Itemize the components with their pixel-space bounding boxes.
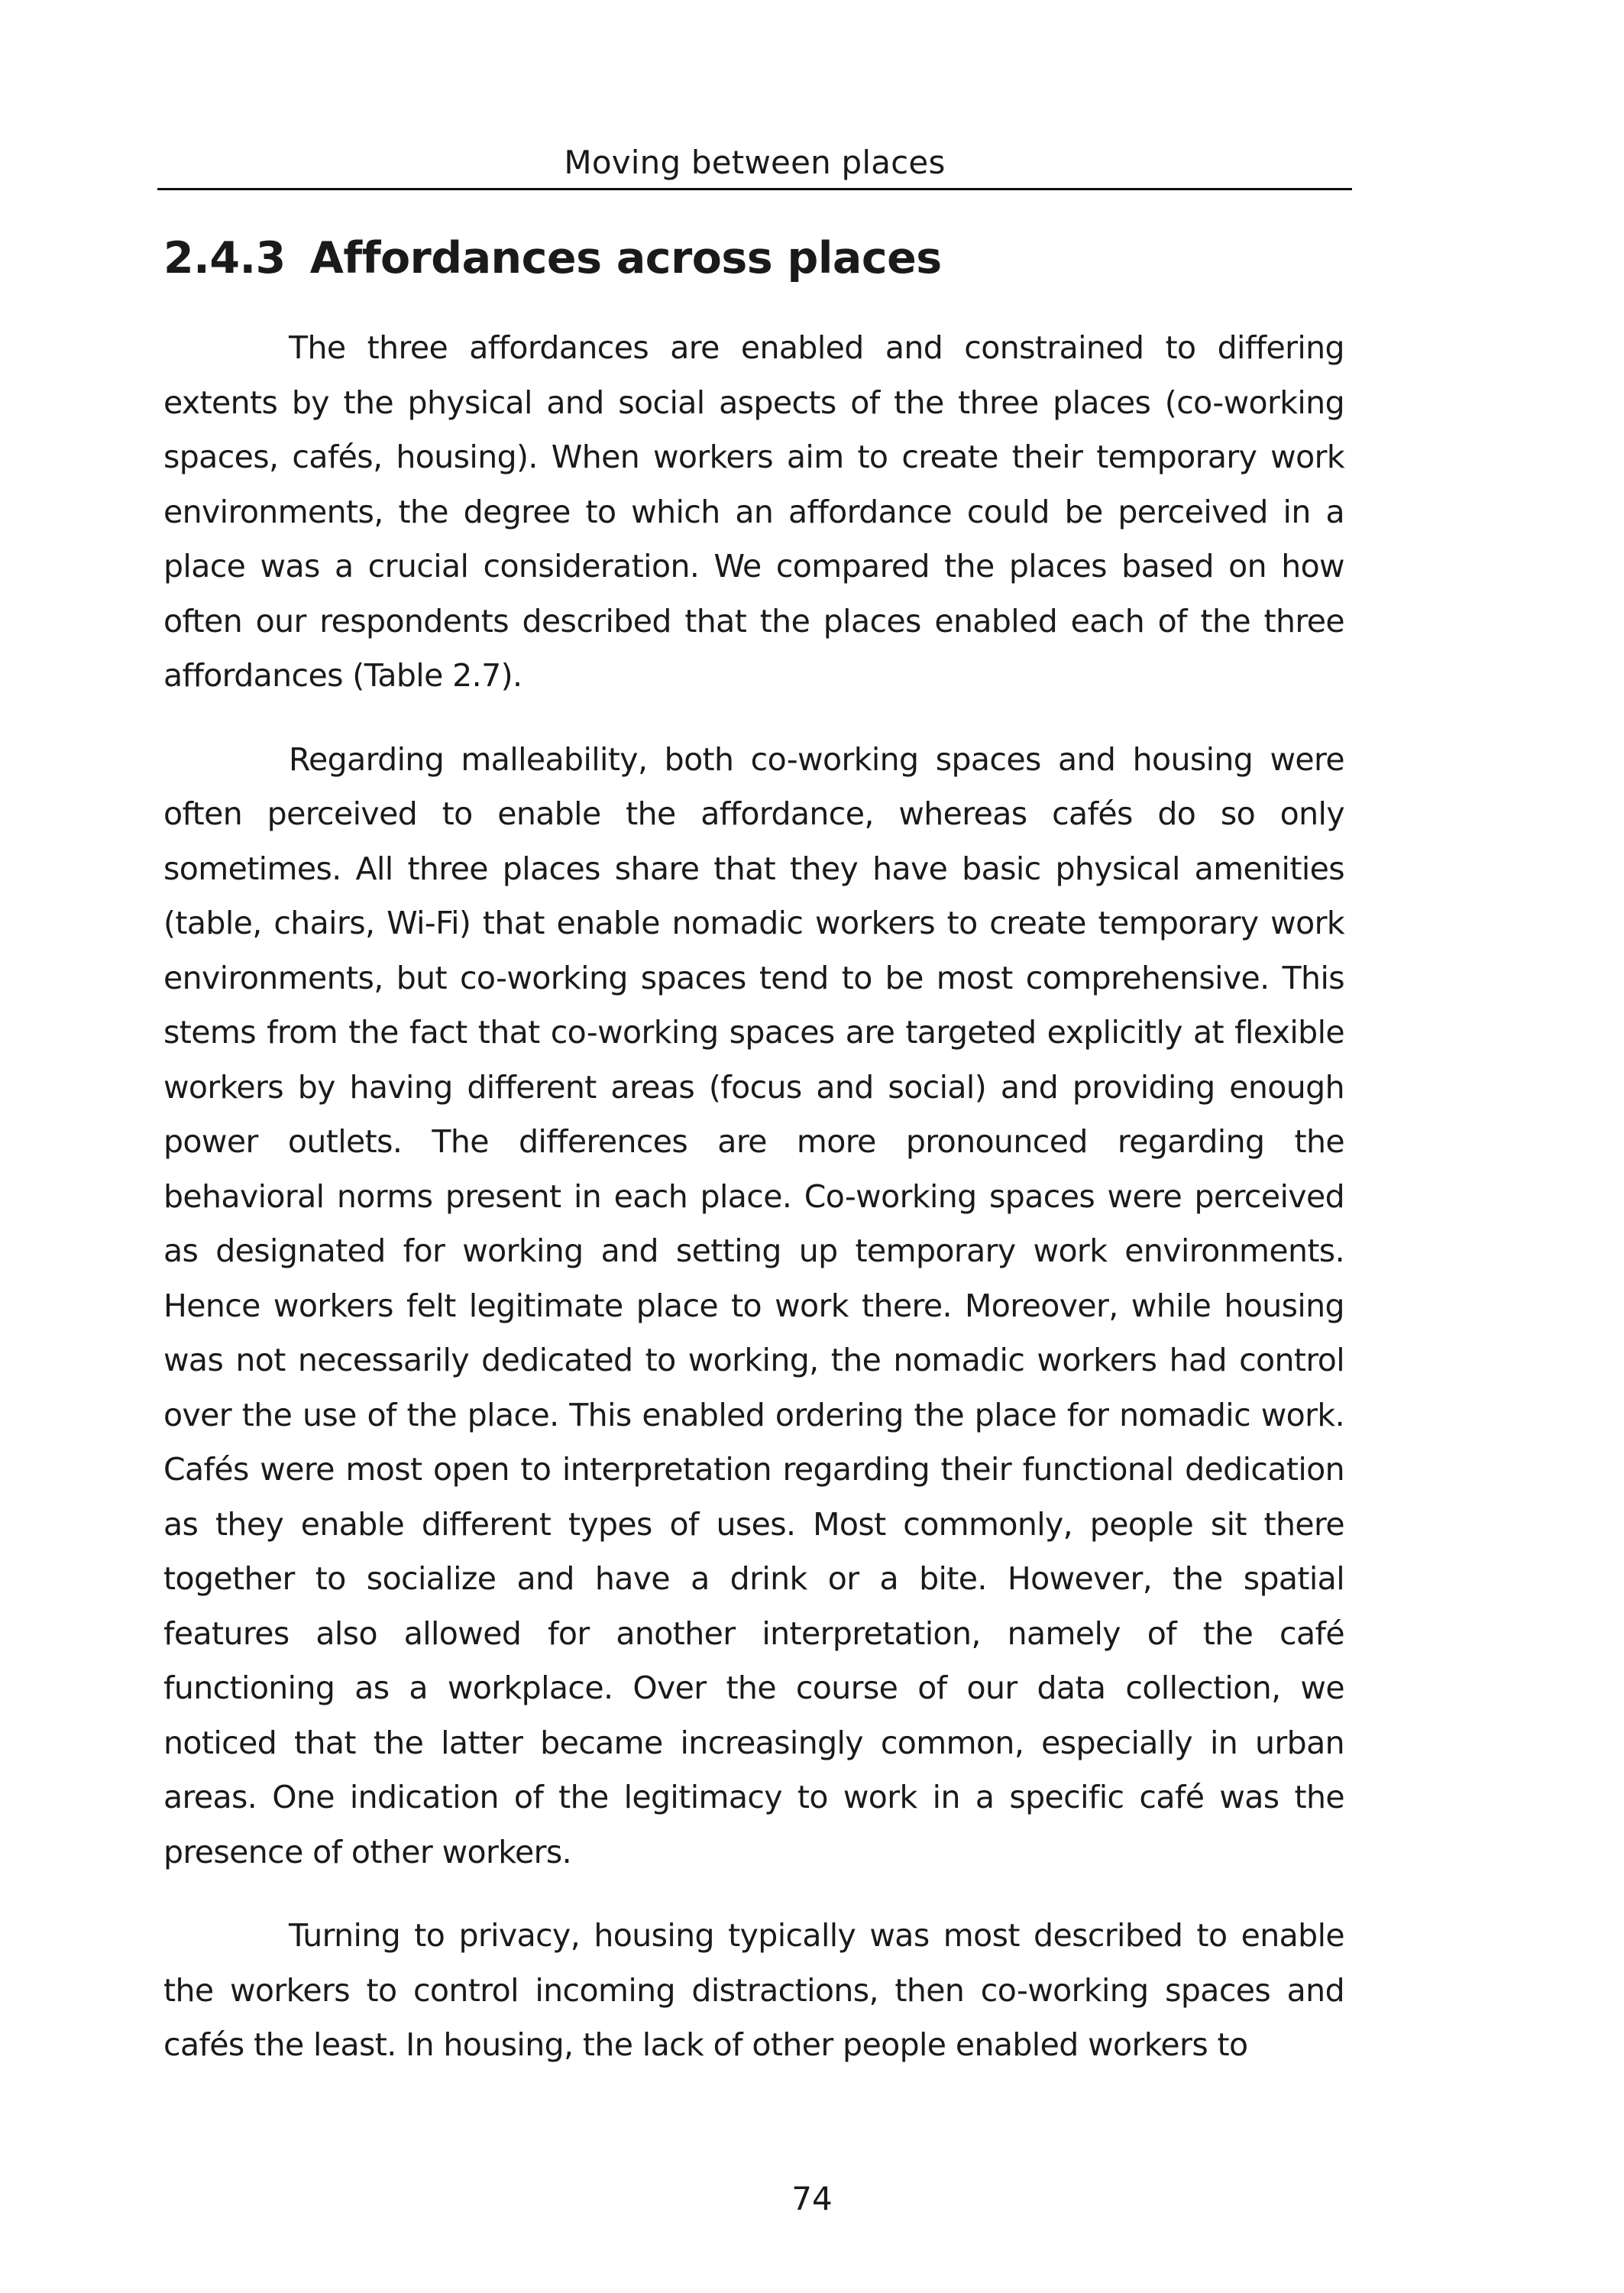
paragraph-malleability: Regarding malleability, both co-working spaces and housing were often perceived to enable the affordance, whereas cafés do so only sometimes. All three places share that they have basic physical amenities (table, chairs, Wi-Fi) that enable nomadic workers to create temporary work environments, but co-working spaces tend to be most comprehensive. This stems from the fact that co-working spaces are targeted explicitly at flexible workers by having different areas (focus and social) and providing enough power outlets. The differences are more pronounced regarding the behavioral norms present in each place. Co-working spaces were perceived as designated for working and setting up temporary work environments. Hence workers felt legitimate place to work there. Moreover, while housing was not necessarily dedicated to working, the nomadic workers had control over the use of the place. This enabled ordering the place for nomadic work. Cafés were most open to interpretation regarding their functional dedication as they enable different types of uses. Most commonly, people sit there together to socialize and have a drink or a bite. However, the spatial features also allowed for another interpretation, namely of the café functioning as a workplace. Over the course of our data collection, we noticed that the latter became increasingly common, especially in urban areas. One indication of the legitimacy to work in a specific café was the presence of other workers. [163, 740, 1344, 1870]
section-heading [163, 228, 1355, 289]
section-number: 2.4.3 [163, 233, 286, 283]
running-header: Moving between places [157, 138, 1352, 190]
body-text [163, 321, 1344, 2102]
page-number: 74 [791, 2180, 833, 2217]
paragraph-affordances-intro: The three affordances are enabled and constrained to differing extents by the physical and social aspects of the three places (co-working spaces, cafés, housing). When workers aim to create their temporary work environments, the degree to which an affordance could be perceived in a place was a crucial consideration. We compared the places based on how often our respondents described that the places enabled each of the three affordances (Table 2.7). [163, 329, 1344, 694]
section-title: Affordances across places [309, 233, 942, 283]
paragraph-privacy: Turning to privacy, housing typically was most described to enable the workers to control incoming distractions, then co-working spaces and cafés the least. In housing, the lack of other people enabled workers to [163, 1917, 1344, 2063]
